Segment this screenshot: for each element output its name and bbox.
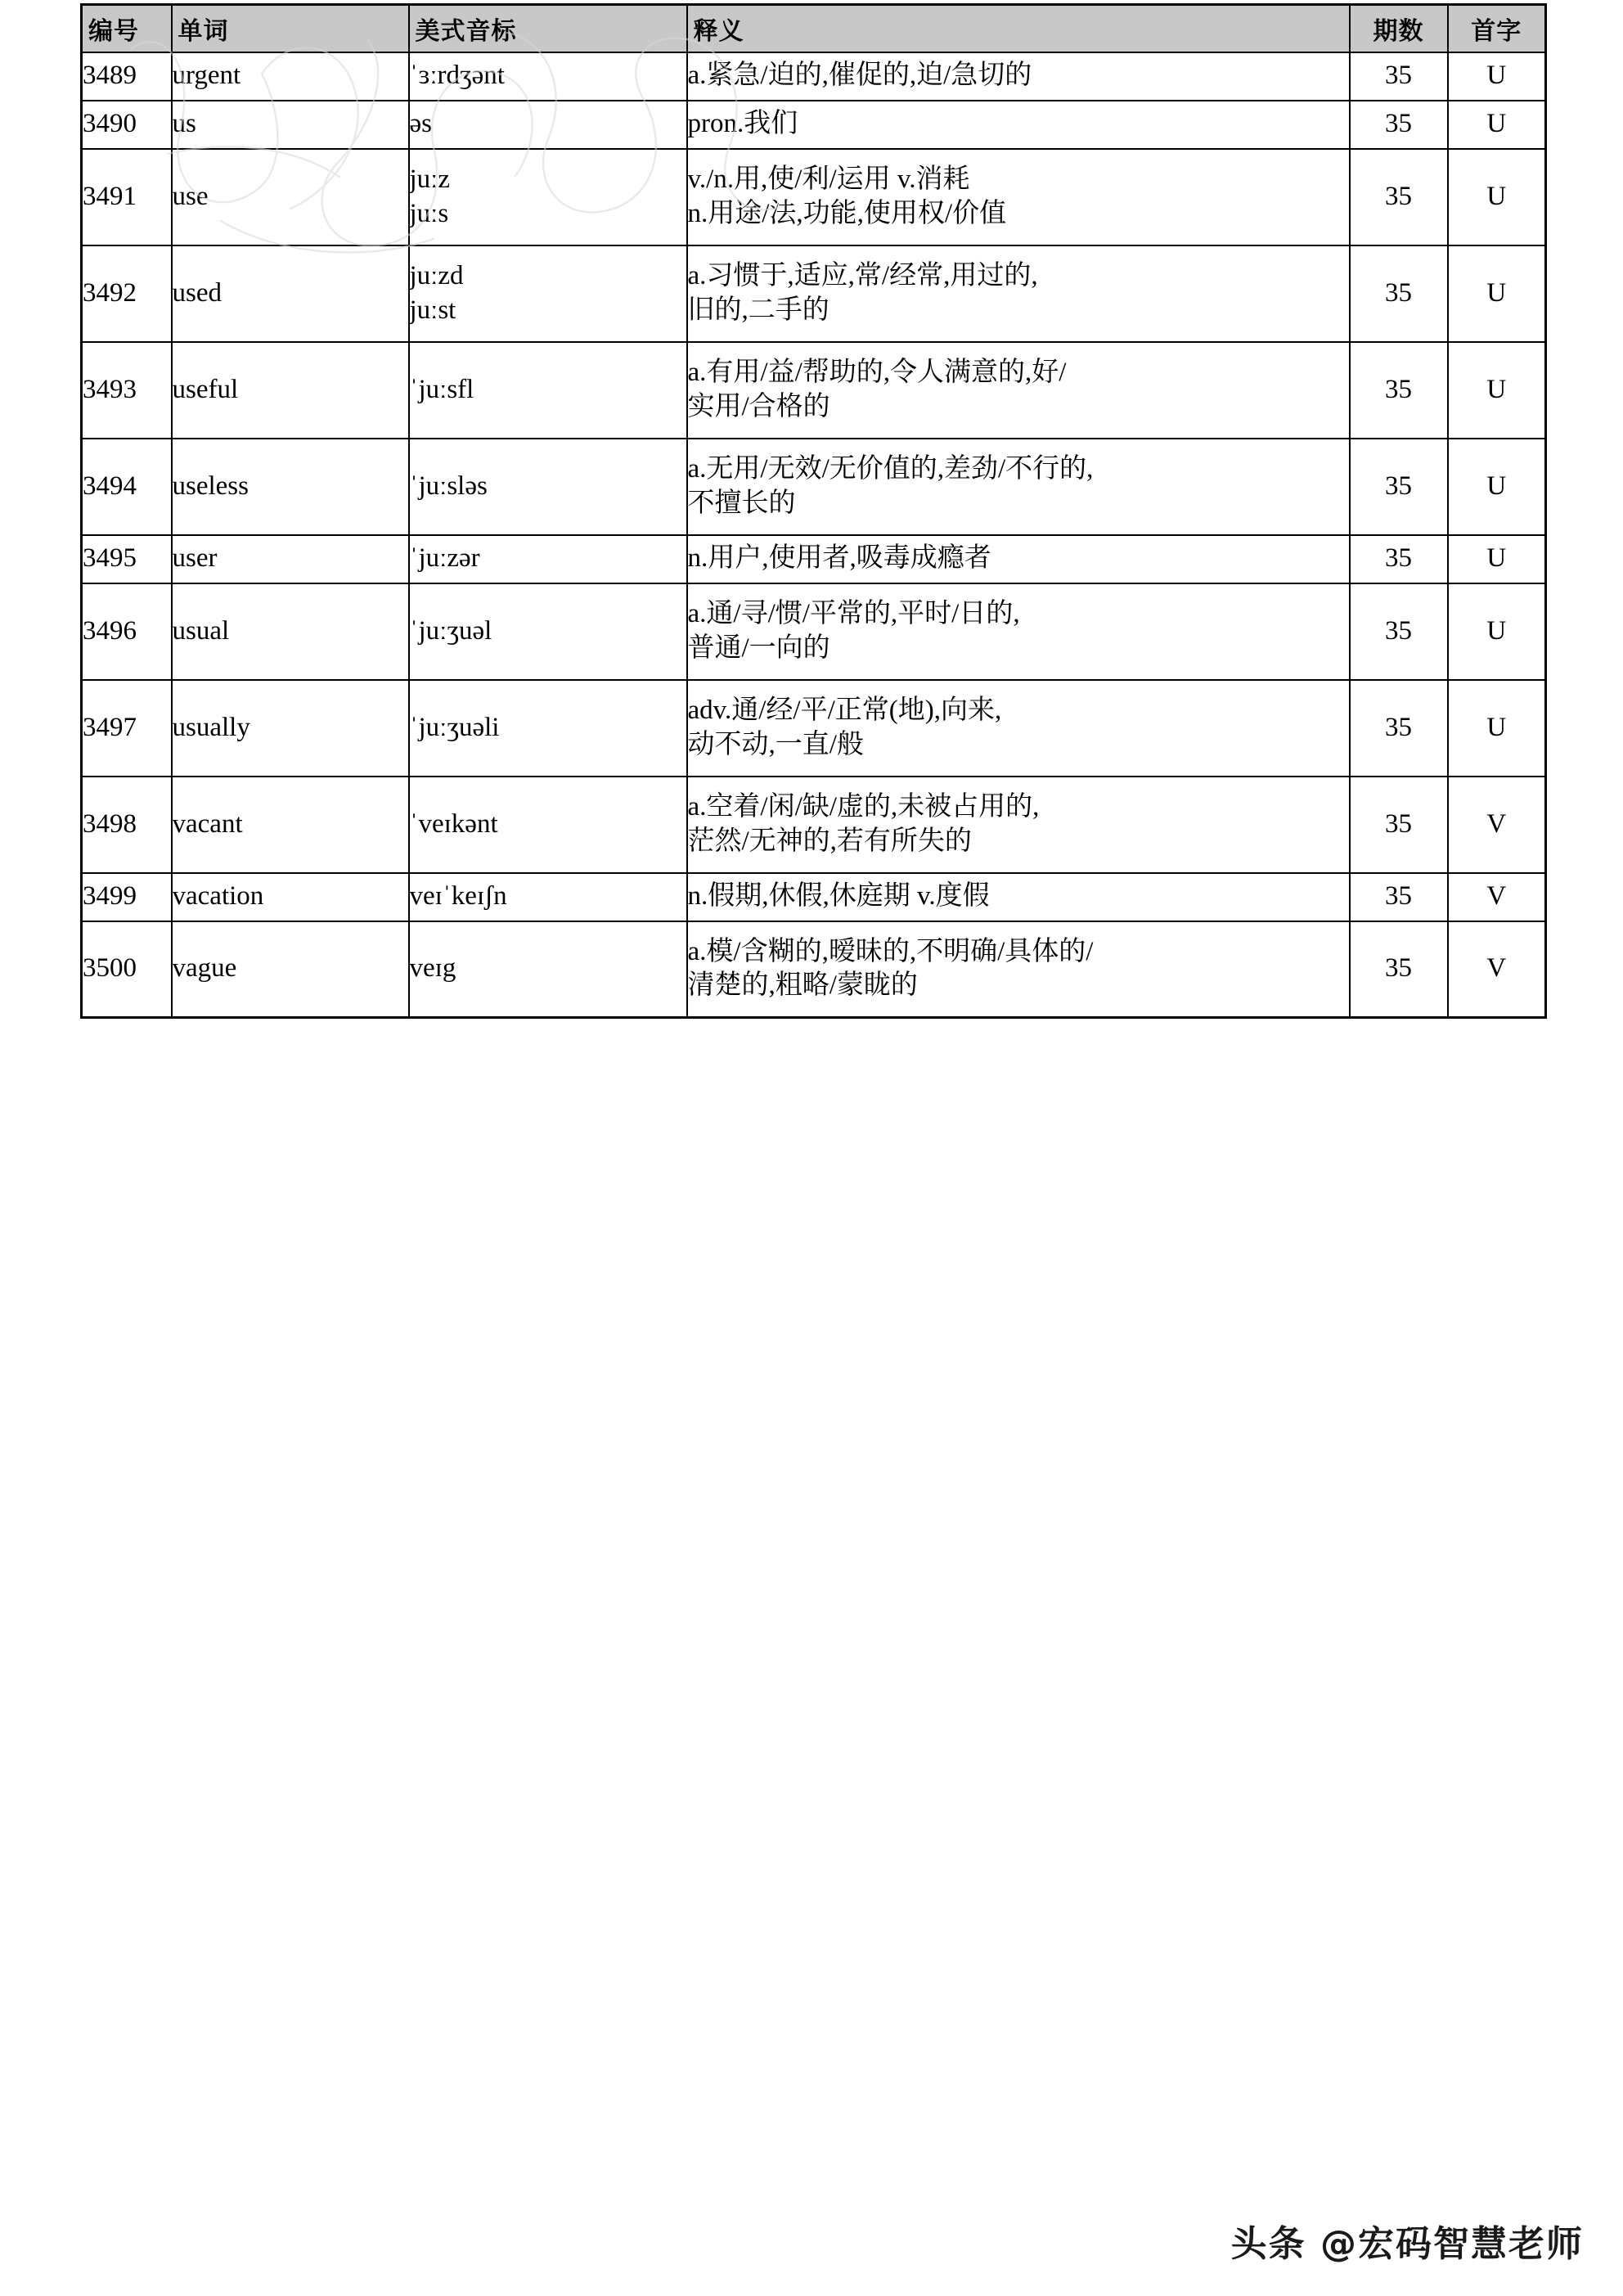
cell-word-text: use <box>172 149 409 245</box>
definition-line: a.空着/闲/缺/虚的,未被占用的, <box>687 791 1040 822</box>
cell-issue-number: 35 <box>1350 680 1448 777</box>
cell-phonetic <box>409 535 687 583</box>
phonetic-line: ˈjuːʒuəli <box>409 712 500 742</box>
table-header <box>82 5 1546 52</box>
phonetic-line: veɪg <box>409 953 456 984</box>
phonetic-line: juːst <box>409 295 456 325</box>
cell-word-id: 3492 <box>82 245 172 342</box>
definition-line: 旧的,二手的 <box>687 295 829 325</box>
vocabulary-table <box>80 3 1547 1019</box>
cell-first-letter: U <box>1448 680 1546 777</box>
cell-word-id: 3494 <box>82 439 172 535</box>
cell-phonetic <box>409 149 687 245</box>
cell-word-text: used <box>172 245 409 342</box>
table-row <box>82 873 1546 921</box>
cell-issue-number: 35 <box>1350 149 1448 245</box>
cell-phonetic <box>409 52 687 101</box>
column-header-id: 编号 <box>82 5 172 52</box>
footer-watermark: 头条 @宏码智慧老师 <box>1230 2223 1584 2265</box>
cell-definition <box>687 439 1350 535</box>
phonetic-line: ˈjuːsfl <box>409 374 474 404</box>
cell-word-id: 3497 <box>82 680 172 777</box>
cell-first-letter: U <box>1448 149 1546 245</box>
cell-word-text: vacant <box>172 777 409 873</box>
cell-issue-number: 35 <box>1350 535 1448 583</box>
column-header-letter: 首字 <box>1448 5 1546 52</box>
cell-first-letter: U <box>1448 583 1546 680</box>
cell-phonetic <box>409 680 687 777</box>
definition-line: pron.我们 <box>687 109 798 139</box>
cell-issue-number: 35 <box>1350 583 1448 680</box>
column-header-definition: 释义 <box>687 5 1350 52</box>
phonetic-line: ˈɜːrdʒənt <box>409 61 505 91</box>
cell-word-id: 3500 <box>82 921 172 1018</box>
cell-definition <box>687 921 1350 1018</box>
table-row <box>82 149 1546 245</box>
phonetic-line: juːs <box>409 198 449 228</box>
cell-first-letter: U <box>1448 101 1546 149</box>
cell-word-id: 3493 <box>82 342 172 439</box>
definition-line: adv.通/经/平/正常(地),向来, <box>687 695 1002 725</box>
cell-word-text: user <box>172 535 409 583</box>
cell-issue-number: 35 <box>1350 873 1448 921</box>
definition-line: a.紧急/迫的,催促的,迫/急切的 <box>687 61 1032 91</box>
definition-line: n.用途/法,功能,使用权/价值 <box>687 198 1007 228</box>
cell-phonetic <box>409 583 687 680</box>
cell-definition <box>687 535 1350 583</box>
cell-first-letter: V <box>1448 873 1546 921</box>
table-header-row <box>82 5 1546 52</box>
cell-issue-number: 35 <box>1350 52 1448 101</box>
cell-issue-number: 35 <box>1350 342 1448 439</box>
cell-first-letter: U <box>1448 52 1546 101</box>
table-body <box>82 52 1546 1018</box>
definition-line: 普通/一向的 <box>687 633 830 663</box>
cell-phonetic <box>409 439 687 535</box>
table-row <box>82 101 1546 149</box>
cell-definition <box>687 245 1350 342</box>
table-row <box>82 921 1546 1018</box>
definition-line: 不擅长的 <box>687 488 796 518</box>
cell-first-letter: U <box>1448 439 1546 535</box>
cell-phonetic <box>409 245 687 342</box>
cell-issue-number: 35 <box>1350 245 1448 342</box>
cell-first-letter: U <box>1448 342 1546 439</box>
cell-word-text: urgent <box>172 52 409 101</box>
cell-phonetic <box>409 873 687 921</box>
cell-definition <box>687 52 1350 101</box>
definition-line: 茫然/无神的,若有所失的 <box>687 826 972 856</box>
table-row <box>82 777 1546 873</box>
cell-word-text: us <box>172 101 409 149</box>
cell-definition <box>687 583 1350 680</box>
definition-line: 动不动,一直/般 <box>687 729 864 759</box>
table-row <box>82 583 1546 680</box>
cell-word-id: 3498 <box>82 777 172 873</box>
phonetic-line: ˈjuːʒuəl <box>409 615 492 646</box>
definition-line: n.用户,使用者,吸毒成瘾者 <box>687 543 991 574</box>
definition-line: a.习惯于,适应,常/经常,用过的, <box>687 260 1038 290</box>
table-row <box>82 439 1546 535</box>
cell-word-text: usual <box>172 583 409 680</box>
cell-word-id: 3491 <box>82 149 172 245</box>
definition-line: 实用/合格的 <box>687 391 830 421</box>
phonetic-line: juːzd <box>409 260 464 290</box>
cell-first-letter: V <box>1448 921 1546 1018</box>
cell-word-id: 3495 <box>82 535 172 583</box>
cell-word-id: 3499 <box>82 873 172 921</box>
table-row <box>82 342 1546 439</box>
column-header-issue: 期数 <box>1350 5 1448 52</box>
cell-word-text: useless <box>172 439 409 535</box>
definition-line: a.有用/益/帮助的,令人满意的,好/ <box>687 357 1067 387</box>
table-row <box>82 535 1546 583</box>
definition-line: n.假期,休假,休庭期 v.度假 <box>687 881 990 912</box>
cell-first-letter: U <box>1448 535 1546 583</box>
phonetic-line: veɪˈkeɪʃn <box>409 881 507 912</box>
cell-definition <box>687 101 1350 149</box>
cell-definition <box>687 873 1350 921</box>
table-row <box>82 245 1546 342</box>
definition-line: 清楚的,粗略/蒙眬的 <box>687 970 918 1001</box>
cell-issue-number: 35 <box>1350 921 1448 1018</box>
cell-word-text: usually <box>172 680 409 777</box>
cell-issue-number: 35 <box>1350 777 1448 873</box>
cell-word-text: vacation <box>172 873 409 921</box>
cell-definition <box>687 680 1350 777</box>
definition-line: v./n.用,使/利/运用 v.消耗 <box>687 164 970 194</box>
column-header-word: 单词 <box>172 5 409 52</box>
vocabulary-table-container <box>80 3 1544 1019</box>
cell-definition <box>687 149 1350 245</box>
cell-word-text: useful <box>172 342 409 439</box>
cell-first-letter: U <box>1448 245 1546 342</box>
phonetic-line: juːz <box>409 164 450 194</box>
phonetic-line: əs <box>409 109 432 139</box>
table-row <box>82 680 1546 777</box>
cell-issue-number: 35 <box>1350 439 1448 535</box>
definition-line: a.无用/无效/无价值的,差劲/不行的, <box>687 453 1094 484</box>
table-row <box>82 52 1546 101</box>
cell-word-id: 3490 <box>82 101 172 149</box>
cell-definition <box>687 777 1350 873</box>
cell-word-id: 3489 <box>82 52 172 101</box>
definition-line: a.模/含糊的,暧昧的,不明确/具体的/ <box>687 936 1094 966</box>
column-header-ipa: 美式音标 <box>409 5 687 52</box>
definition-line: a.通/寻/惯/平常的,平时/日的, <box>687 598 1020 628</box>
phonetic-line: ˈjuːzər <box>409 543 480 574</box>
cell-phonetic <box>409 101 687 149</box>
cell-phonetic <box>409 777 687 873</box>
cell-phonetic <box>409 921 687 1018</box>
cell-word-text: vague <box>172 921 409 1018</box>
phonetic-line: ˈjuːsləs <box>409 470 488 501</box>
cell-issue-number: 35 <box>1350 101 1448 149</box>
cell-phonetic <box>409 342 687 439</box>
phonetic-line: ˈveɪkənt <box>409 808 498 839</box>
cell-first-letter: V <box>1448 777 1546 873</box>
cell-word-id: 3496 <box>82 583 172 680</box>
cell-definition <box>687 342 1350 439</box>
